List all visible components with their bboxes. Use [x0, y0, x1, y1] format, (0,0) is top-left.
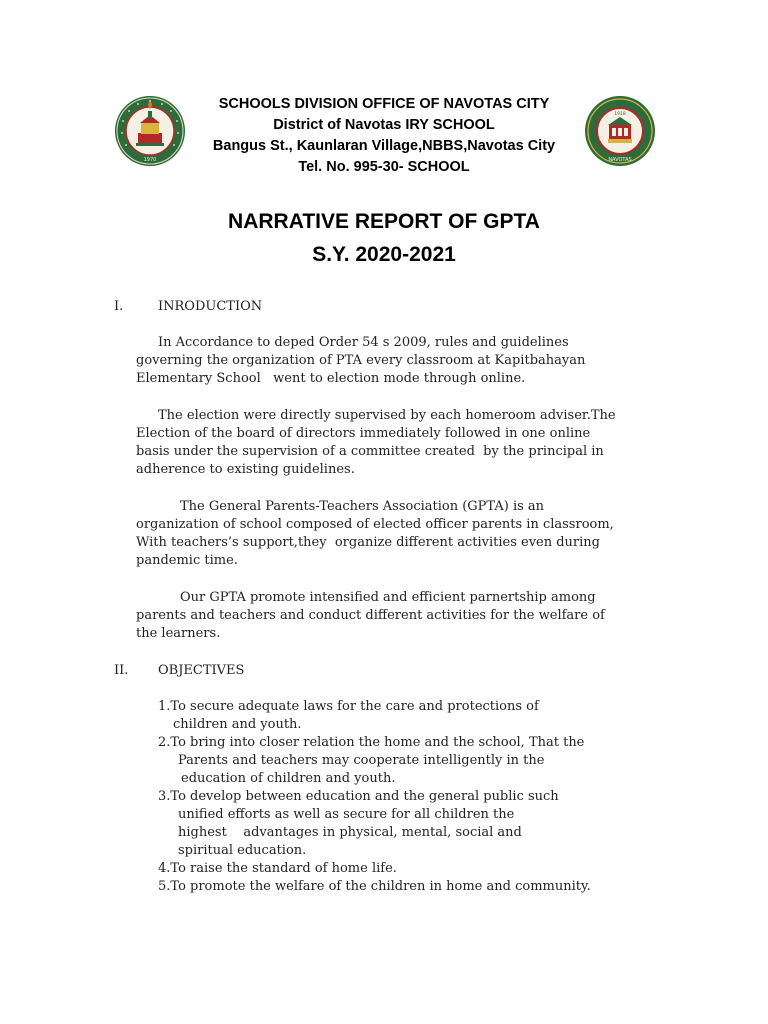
paragraph-line: The General Parents-Teachers Association (GPTA) is an	[180, 499, 545, 514]
header-office-line: SCHOOLS DIVISION OFFICE OF NAVOTAS CITY	[218, 96, 550, 112]
paragraph-line: With teachers’s support,they organize different activities even during	[136, 535, 600, 550]
objective-line: children and youth.	[173, 717, 302, 732]
seal-year-text: 1970	[143, 157, 157, 163]
school-year-line: S.Y. 2020-2021	[312, 243, 456, 266]
paragraph-line: adherence to existing guidelines.	[136, 462, 355, 477]
objective-line: highest advantages in physical, mental, social and	[178, 825, 522, 840]
header-district-line: District of Navotas IRY SCHOOL	[273, 117, 495, 133]
objective-line: spiritual education.	[178, 843, 307, 858]
header-address-line: Bangus St., Kaunlaran Village,NBBS,Navotas City	[212, 138, 556, 154]
objective-line: 5.To promote the welfare of the children in home and community.	[158, 879, 591, 894]
section-2-heading: OBJECTIVES	[158, 663, 245, 678]
paragraph-line: The election were directly supervised by each homeroom adviser.The	[158, 408, 616, 423]
objective-line: Parents and teachers may cooperate intelligently in the	[178, 753, 545, 768]
paragraph-line: Election of the board of directors immediately followed in one online	[136, 426, 591, 441]
paragraph-line: organization of school composed of elected officer parents in classroom,	[136, 517, 614, 532]
paragraph-line: Elementary School went to election mode through online.	[136, 371, 526, 386]
report-title-line: NARRATIVE REPORT OF GPTA	[228, 210, 540, 233]
objective-line: 2.To bring into closer relation the home and the school, That the	[158, 735, 585, 750]
section-2-numeral: II.	[114, 663, 129, 678]
objective-line: 3.To develop between education and the general public such	[158, 789, 559, 804]
seal-year-text: 1918	[614, 112, 626, 117]
paragraph-line: basis under the supervision of a committee created by the principal in	[136, 444, 604, 459]
paragraph-line: parents and teachers and conduct different activities for the welfare of	[136, 608, 605, 623]
objective-line: education of children and youth.	[181, 771, 396, 786]
paragraph-line: governing the organization of PTA every classroom at Kapitbahayan	[136, 353, 586, 368]
paragraph-line: In Accordance to deped Order 54 s 2009, rules and guidelines	[158, 335, 569, 350]
section-1-numeral: I.	[114, 299, 124, 314]
section-1-heading: INRODUCTION	[158, 299, 263, 314]
paragraph-line: pandemic time.	[136, 553, 238, 568]
seal-bottom-text: NAVOTAS	[608, 157, 632, 163]
paragraph-line: Our GPTA promote intensified and efficient parnertship among	[180, 590, 596, 605]
paragraph-line: the learners.	[136, 626, 221, 641]
objective-line: 1.To secure adequate laws for the care and protections of	[158, 699, 539, 714]
objective-line: unified efforts as well as secure for all children the	[178, 807, 515, 822]
objective-line: 4.To raise the standard of home life.	[158, 861, 397, 876]
header-phone-line: Tel. No. 995-30- SCHOOL	[298, 159, 470, 175]
